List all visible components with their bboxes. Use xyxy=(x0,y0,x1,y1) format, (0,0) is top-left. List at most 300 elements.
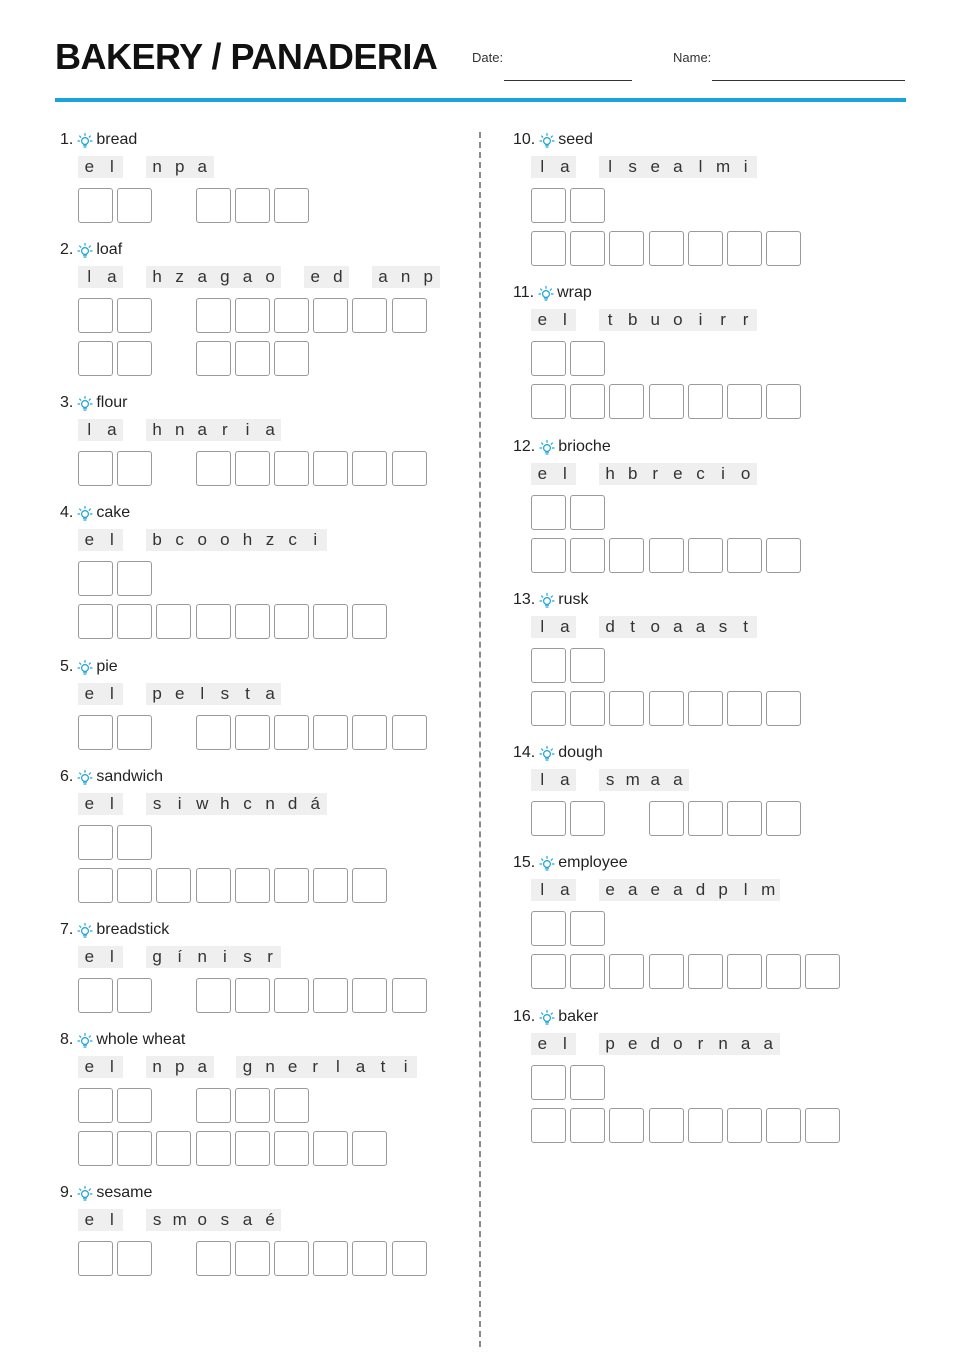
answer-box[interactable] xyxy=(274,451,309,486)
scrambled-letter: h xyxy=(214,793,237,815)
lightbulb-icon xyxy=(76,921,94,939)
answer-box[interactable] xyxy=(805,954,840,989)
lightbulb-icon xyxy=(538,744,556,762)
answer-box[interactable] xyxy=(156,1131,191,1166)
scrambled-letters xyxy=(78,529,327,551)
header-rule xyxy=(55,98,906,102)
answer-box[interactable] xyxy=(392,978,427,1013)
lightbulb-icon xyxy=(76,1031,94,1049)
answer-box[interactable] xyxy=(352,978,387,1013)
name-field[interactable] xyxy=(712,80,905,81)
answer-box[interactable] xyxy=(117,298,152,333)
answer-box[interactable] xyxy=(196,298,231,333)
scrambled-letter: a xyxy=(667,616,690,638)
answer-box[interactable] xyxy=(196,451,231,486)
item-number: 14. xyxy=(513,744,536,761)
item-heading xyxy=(513,590,588,610)
answer-box[interactable] xyxy=(117,978,152,1013)
answer-box[interactable] xyxy=(274,1241,309,1276)
answer-box[interactable] xyxy=(766,384,801,419)
answer-box[interactable] xyxy=(766,954,801,989)
answer-box[interactable] xyxy=(609,231,644,266)
scrambled-letter: o xyxy=(667,1033,690,1055)
answer-box[interactable] xyxy=(352,604,387,639)
scrambled-letter: o xyxy=(191,529,214,551)
scrambled-letter: t xyxy=(621,616,644,638)
page-title: BAKERY / PANADERIA xyxy=(55,36,438,77)
answer-box[interactable] xyxy=(78,1088,113,1123)
answer-box[interactable] xyxy=(531,691,566,726)
answer-box[interactable] xyxy=(570,341,605,376)
answer-box[interactable] xyxy=(531,911,566,946)
scrambled-letter: s xyxy=(621,156,644,178)
scrambled-letters xyxy=(78,793,327,815)
scrambled-letter: o xyxy=(191,1209,214,1231)
scrambled-letter: l xyxy=(101,1056,124,1078)
scrambled-letter: a xyxy=(349,1056,372,1078)
scrambled-letter: o xyxy=(667,309,690,331)
answer-box[interactable] xyxy=(313,298,348,333)
lightbulb-icon xyxy=(538,131,556,149)
answer-box[interactable] xyxy=(392,298,427,333)
answer-box[interactable] xyxy=(531,384,566,419)
answer-box[interactable] xyxy=(117,188,152,223)
answer-box[interactable] xyxy=(727,954,762,989)
scrambled-letter: u xyxy=(644,309,667,331)
item-heading xyxy=(60,767,163,787)
scrambled-letter: a xyxy=(554,769,577,791)
answer-box[interactable] xyxy=(156,868,191,903)
scrambled-letter: a xyxy=(191,1056,214,1078)
answer-box[interactable] xyxy=(649,538,684,573)
scrambled-letter: n xyxy=(259,793,282,815)
scrambled-letters xyxy=(531,879,780,901)
lightbulb-icon xyxy=(76,658,94,676)
scrambled-letter: a xyxy=(236,1209,259,1231)
answer-box[interactable] xyxy=(688,231,723,266)
answer-box[interactable] xyxy=(117,604,152,639)
answer-box[interactable] xyxy=(609,954,644,989)
answer-box[interactable] xyxy=(352,715,387,750)
answer-box[interactable] xyxy=(766,801,801,836)
answer-box[interactable] xyxy=(531,231,566,266)
scrambled-letters xyxy=(78,946,281,968)
item-heading xyxy=(513,1007,598,1027)
answer-box[interactable] xyxy=(313,1241,348,1276)
answer-box[interactable] xyxy=(352,1241,387,1276)
scrambled-letter: a xyxy=(191,156,214,178)
scrambled-letter: i xyxy=(394,1056,417,1078)
answer-box[interactable] xyxy=(766,1108,801,1143)
answer-box[interactable] xyxy=(274,604,309,639)
answer-box[interactable] xyxy=(609,1108,644,1143)
scrambled-letter: a xyxy=(667,769,690,791)
scrambled-letter: p xyxy=(168,156,191,178)
answer-box[interactable] xyxy=(805,1108,840,1143)
answer-box[interactable] xyxy=(78,604,113,639)
scrambled-letter: d xyxy=(689,879,712,901)
scrambled-letter: h xyxy=(146,419,169,441)
answer-box[interactable] xyxy=(688,801,723,836)
answer-box[interactable] xyxy=(570,954,605,989)
answer-box[interactable] xyxy=(235,1088,270,1123)
scrambled-letters xyxy=(78,683,281,705)
answer-box[interactable] xyxy=(235,715,270,750)
answer-box[interactable] xyxy=(688,954,723,989)
answer-box[interactable] xyxy=(649,1108,684,1143)
answer-box[interactable] xyxy=(235,604,270,639)
item-word: rusk xyxy=(558,591,589,608)
scrambled-letter: p xyxy=(417,266,440,288)
scrambled-letter: a xyxy=(644,769,667,791)
scrambled-letter: e xyxy=(78,683,101,705)
item-heading xyxy=(513,437,611,457)
item-number: 12. xyxy=(513,438,536,455)
scrambled-letter: a xyxy=(667,879,690,901)
item-heading xyxy=(60,130,137,150)
answer-box[interactable] xyxy=(78,868,113,903)
answer-box[interactable] xyxy=(649,384,684,419)
answer-box[interactable] xyxy=(117,341,152,376)
scrambled-letter: i xyxy=(712,463,735,485)
scrambled-letter: l xyxy=(554,463,577,485)
answer-box[interactable] xyxy=(352,1131,387,1166)
answer-box[interactable] xyxy=(570,495,605,530)
scrambled-letter: é xyxy=(259,1209,282,1231)
lightbulb-icon xyxy=(76,394,94,412)
answer-box[interactable] xyxy=(609,691,644,726)
answer-box[interactable] xyxy=(727,801,762,836)
answer-box[interactable] xyxy=(531,538,566,573)
answer-box[interactable] xyxy=(235,298,270,333)
scrambled-letter: i xyxy=(214,946,237,968)
answer-box[interactable] xyxy=(531,495,566,530)
answer-box[interactable] xyxy=(531,801,566,836)
answer-box[interactable] xyxy=(392,1241,427,1276)
answer-box[interactable] xyxy=(274,341,309,376)
answer-box[interactable] xyxy=(352,868,387,903)
scrambled-letter: l xyxy=(327,1056,350,1078)
scrambled-letter: p xyxy=(599,1033,622,1055)
scrambled-letter: r xyxy=(214,419,237,441)
answer-box[interactable] xyxy=(274,978,309,1013)
item-word: cake xyxy=(96,504,131,521)
lightbulb-icon xyxy=(76,1184,94,1202)
answer-box[interactable] xyxy=(78,1241,113,1276)
scrambled-letter: p xyxy=(712,879,735,901)
item-heading xyxy=(60,240,122,260)
answer-box[interactable] xyxy=(727,538,762,573)
answer-box[interactable] xyxy=(313,715,348,750)
answer-box[interactable] xyxy=(235,868,270,903)
answer-box[interactable] xyxy=(609,538,644,573)
answer-box[interactable] xyxy=(196,1131,231,1166)
item-number: 9. xyxy=(60,1184,74,1201)
scrambled-letter: e xyxy=(78,1209,101,1231)
answer-box[interactable] xyxy=(235,341,270,376)
answer-box[interactable] xyxy=(117,1131,152,1166)
scrambled-letter: w xyxy=(191,793,214,815)
answer-box[interactable] xyxy=(727,1108,762,1143)
scrambled-letter: n xyxy=(259,1056,282,1078)
scrambled-letter: e xyxy=(78,1056,101,1078)
scrambled-letter: a xyxy=(101,419,124,441)
answer-box[interactable] xyxy=(766,538,801,573)
item-number: 7. xyxy=(60,921,74,938)
item-heading xyxy=(60,920,169,940)
lightbulb-icon xyxy=(538,591,556,609)
scrambled-letter: l xyxy=(101,156,124,178)
scrambled-letter: d xyxy=(327,266,350,288)
answer-box[interactable] xyxy=(78,451,113,486)
answer-box[interactable] xyxy=(274,298,309,333)
answer-box[interactable] xyxy=(78,715,113,750)
scrambled-letter: t xyxy=(236,683,259,705)
answer-box[interactable] xyxy=(78,561,113,596)
scrambled-letter: g xyxy=(146,946,169,968)
item-heading xyxy=(513,283,592,303)
answer-box[interactable] xyxy=(688,384,723,419)
column-divider xyxy=(479,132,481,1347)
answer-box[interactable] xyxy=(78,825,113,860)
scrambled-letter: n xyxy=(146,1056,169,1078)
scrambled-letter: a xyxy=(191,419,214,441)
scrambled-letter: h xyxy=(236,529,259,551)
answer-box[interactable] xyxy=(649,954,684,989)
scrambled-letter: g xyxy=(214,266,237,288)
scrambled-letter: s xyxy=(599,769,622,791)
scrambled-letter: c xyxy=(168,529,191,551)
item-heading xyxy=(60,657,118,677)
scrambled-letter: s xyxy=(214,1209,237,1231)
scrambled-letter: m xyxy=(712,156,735,178)
answer-box[interactable] xyxy=(570,911,605,946)
item-heading xyxy=(60,393,127,413)
answer-box[interactable] xyxy=(196,604,231,639)
scrambled-letter: e xyxy=(78,156,101,178)
answer-box[interactable] xyxy=(531,341,566,376)
scrambled-letter: c xyxy=(689,463,712,485)
answer-box[interactable] xyxy=(531,648,566,683)
scrambled-letter: l xyxy=(78,266,101,288)
answer-box[interactable] xyxy=(313,868,348,903)
scrambled-letter: l xyxy=(101,946,124,968)
answer-box[interactable] xyxy=(570,1065,605,1100)
answer-box[interactable] xyxy=(196,341,231,376)
scrambled-letter: o xyxy=(644,616,667,638)
lightbulb-icon xyxy=(76,131,94,149)
answer-box[interactable] xyxy=(531,188,566,223)
answer-box[interactable] xyxy=(235,1241,270,1276)
scrambled-letter: s xyxy=(146,1209,169,1231)
scrambled-letter: p xyxy=(146,683,169,705)
answer-box[interactable] xyxy=(196,868,231,903)
answer-box[interactable] xyxy=(352,298,387,333)
answer-box[interactable] xyxy=(531,1065,566,1100)
answer-box[interactable] xyxy=(117,451,152,486)
answer-box[interactable] xyxy=(274,1088,309,1123)
scrambled-letter: m xyxy=(757,879,780,901)
scrambled-letter: h xyxy=(599,463,622,485)
answer-box[interactable] xyxy=(235,1131,270,1166)
scrambled-letter: b xyxy=(621,463,644,485)
item-word: wrap xyxy=(557,284,592,301)
answer-box[interactable] xyxy=(570,188,605,223)
answer-box[interactable] xyxy=(78,298,113,333)
answer-box[interactable] xyxy=(727,691,762,726)
item-word: brioche xyxy=(558,438,611,455)
scrambled-letter: i xyxy=(689,309,712,331)
lightbulb-icon xyxy=(76,768,94,786)
answer-box[interactable] xyxy=(531,954,566,989)
scrambled-letter: s xyxy=(146,793,169,815)
answer-box[interactable] xyxy=(570,1108,605,1143)
scrambled-letter: i xyxy=(304,529,327,551)
answer-box[interactable] xyxy=(274,1131,309,1166)
scrambled-letter: e xyxy=(644,879,667,901)
scrambled-letter: i xyxy=(236,419,259,441)
answer-box[interactable] xyxy=(196,1241,231,1276)
scrambled-letter: n xyxy=(712,1033,735,1055)
answer-box[interactable] xyxy=(235,451,270,486)
scrambled-letter: l xyxy=(191,683,214,705)
answer-box[interactable] xyxy=(235,188,270,223)
scrambled-letter: á xyxy=(304,793,327,815)
scrambled-letter: l xyxy=(531,156,554,178)
answer-box[interactable] xyxy=(313,604,348,639)
scrambled-letter: l xyxy=(101,683,124,705)
answer-box[interactable] xyxy=(274,715,309,750)
answer-box[interactable] xyxy=(570,801,605,836)
scrambled-letter: l xyxy=(531,616,554,638)
item-number: 8. xyxy=(60,1031,74,1048)
answer-box[interactable] xyxy=(235,978,270,1013)
answer-box[interactable] xyxy=(352,451,387,486)
scrambled-letters xyxy=(531,463,757,485)
item-heading xyxy=(60,503,130,523)
scrambled-letter: r xyxy=(304,1056,327,1078)
answer-box[interactable] xyxy=(117,825,152,860)
scrambled-letter: e xyxy=(621,1033,644,1055)
answer-box[interactable] xyxy=(313,1131,348,1166)
answer-box[interactable] xyxy=(570,384,605,419)
scrambled-letter: r xyxy=(644,463,667,485)
item-word: breadstick xyxy=(96,921,170,938)
scrambled-letter: a xyxy=(259,419,282,441)
answer-box[interactable] xyxy=(196,978,231,1013)
answer-box[interactable] xyxy=(609,384,644,419)
answer-box[interactable] xyxy=(649,801,684,836)
scrambled-letter: c xyxy=(236,793,259,815)
scrambled-letter: d xyxy=(644,1033,667,1055)
date-label: Date: xyxy=(472,50,504,65)
answer-box[interactable] xyxy=(766,231,801,266)
answer-box[interactable] xyxy=(570,648,605,683)
lightbulb-icon xyxy=(538,1008,556,1026)
answer-box[interactable] xyxy=(688,691,723,726)
answer-box[interactable] xyxy=(570,231,605,266)
answer-box[interactable] xyxy=(196,188,231,223)
scrambled-letter: a xyxy=(372,266,395,288)
scrambled-letter: e xyxy=(531,463,554,485)
answer-box[interactable] xyxy=(117,561,152,596)
scrambled-letters xyxy=(531,156,757,178)
answer-box[interactable] xyxy=(274,868,309,903)
scrambled-letter: t xyxy=(372,1056,395,1078)
answer-box[interactable] xyxy=(274,188,309,223)
item-number: 15. xyxy=(513,854,536,871)
scrambled-letters xyxy=(531,309,757,331)
answer-box[interactable] xyxy=(117,1241,152,1276)
answer-box[interactable] xyxy=(117,868,152,903)
lightbulb-icon xyxy=(76,504,94,522)
answer-box[interactable] xyxy=(78,978,113,1013)
scrambled-letter: e xyxy=(78,793,101,815)
item-number: 1. xyxy=(60,131,74,148)
answer-box[interactable] xyxy=(196,715,231,750)
answer-box[interactable] xyxy=(196,1088,231,1123)
item-heading xyxy=(513,743,603,763)
date-field[interactable] xyxy=(504,80,632,81)
scrambled-letter: n xyxy=(394,266,417,288)
answer-box[interactable] xyxy=(313,978,348,1013)
answer-box[interactable] xyxy=(313,451,348,486)
answer-box[interactable] xyxy=(727,384,762,419)
item-number: 10. xyxy=(513,131,536,148)
answer-box[interactable] xyxy=(392,451,427,486)
answer-box[interactable] xyxy=(570,691,605,726)
answer-box[interactable] xyxy=(78,188,113,223)
scrambled-letter: s xyxy=(214,683,237,705)
item-number: 11. xyxy=(513,284,535,301)
scrambled-letter: b xyxy=(146,529,169,551)
scrambled-letter: e xyxy=(304,266,327,288)
scrambled-letters xyxy=(78,1209,281,1231)
scrambled-letter: e xyxy=(599,879,622,901)
scrambled-letter: o xyxy=(734,463,757,485)
answer-box[interactable] xyxy=(649,231,684,266)
scrambled-letter: m xyxy=(621,769,644,791)
answer-box[interactable] xyxy=(688,1108,723,1143)
answer-box[interactable] xyxy=(117,1088,152,1123)
answer-box[interactable] xyxy=(531,1108,566,1143)
answer-box[interactable] xyxy=(78,341,113,376)
answer-box[interactable] xyxy=(570,538,605,573)
item-heading xyxy=(513,130,593,150)
item-word: sandwich xyxy=(96,768,164,785)
scrambled-letter: h xyxy=(146,266,169,288)
scrambled-letter: a xyxy=(191,266,214,288)
answer-box[interactable] xyxy=(688,538,723,573)
answer-box[interactable] xyxy=(392,715,427,750)
answer-box[interactable] xyxy=(727,231,762,266)
scrambled-letter: o xyxy=(214,529,237,551)
scrambled-letter: d xyxy=(599,616,622,638)
scrambled-letter: l xyxy=(101,1209,124,1231)
lightbulb-icon xyxy=(538,438,556,456)
item-number: 16. xyxy=(513,1008,536,1025)
scrambled-letter: n xyxy=(168,419,191,441)
answer-box[interactable] xyxy=(649,691,684,726)
answer-box[interactable] xyxy=(117,715,152,750)
scrambled-letter: r xyxy=(259,946,282,968)
answer-box[interactable] xyxy=(78,1131,113,1166)
scrambled-letter: o xyxy=(259,266,282,288)
scrambled-letter: l xyxy=(78,419,101,441)
answer-box[interactable] xyxy=(156,604,191,639)
item-number: 6. xyxy=(60,768,74,785)
answer-box[interactable] xyxy=(766,691,801,726)
